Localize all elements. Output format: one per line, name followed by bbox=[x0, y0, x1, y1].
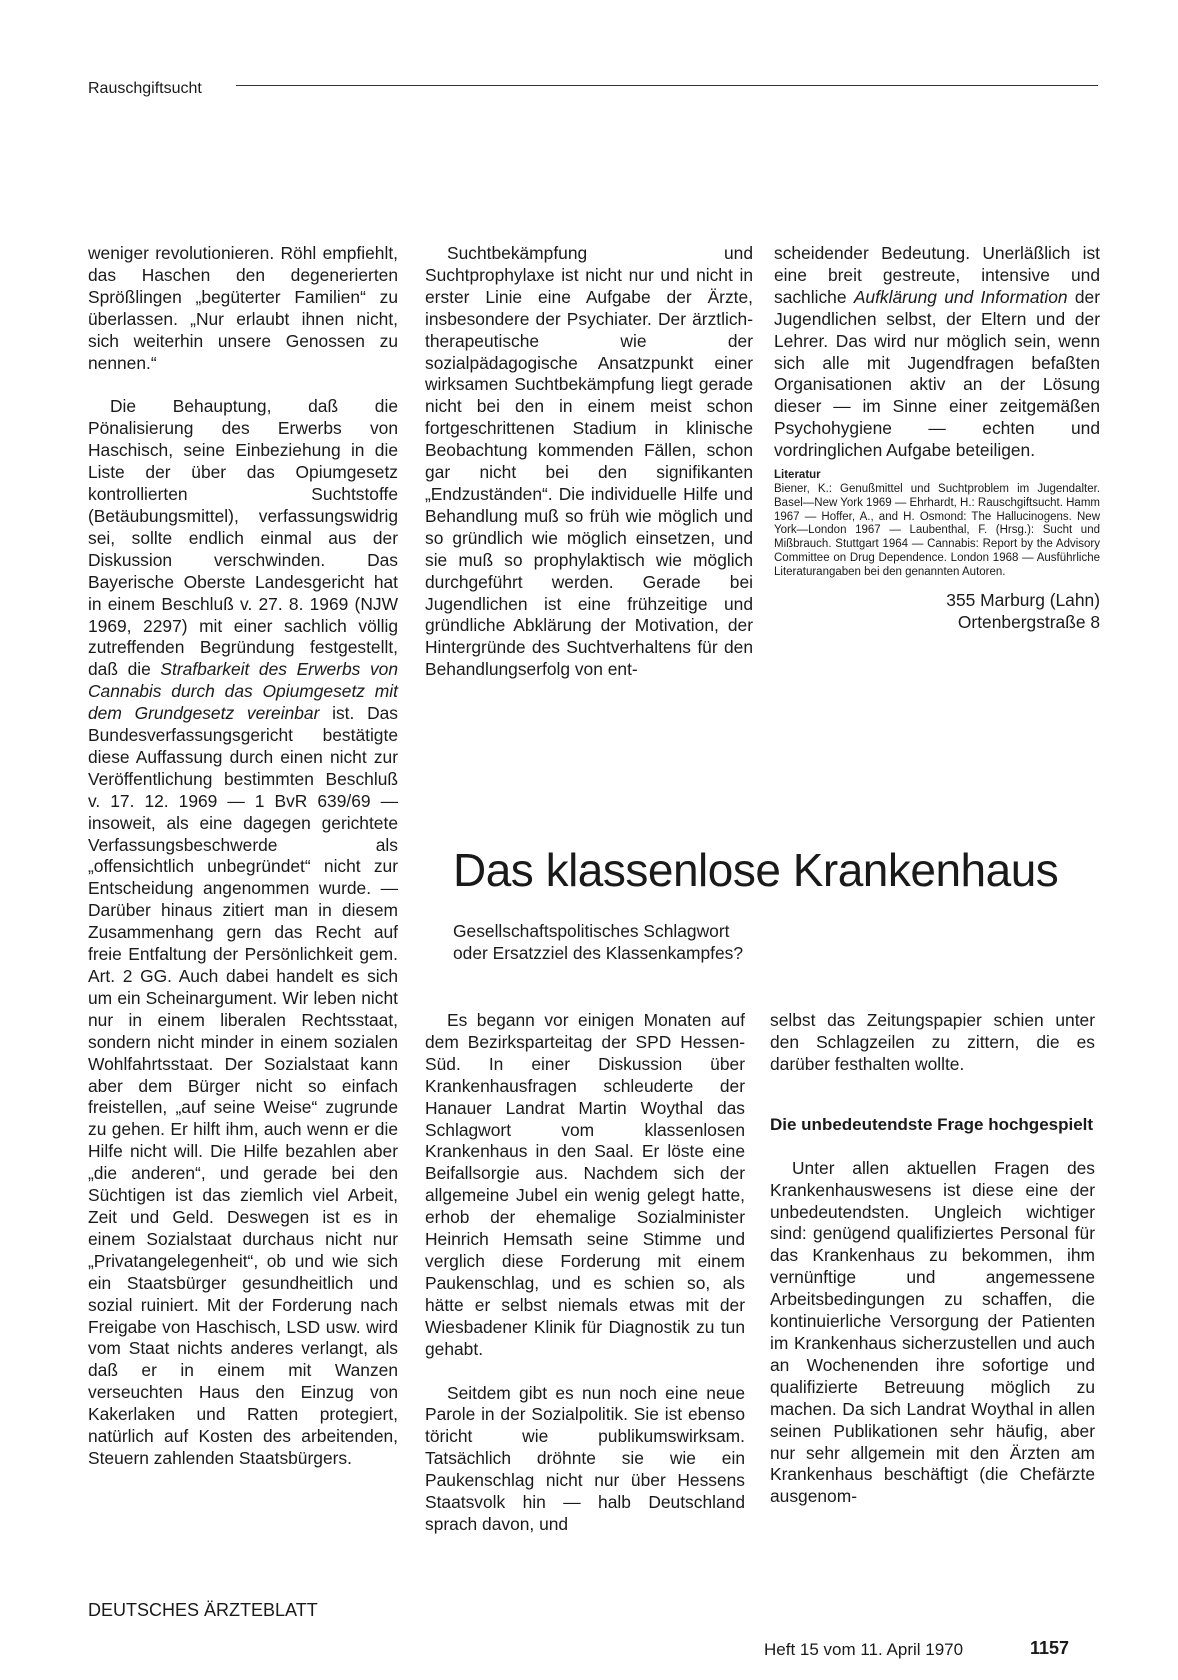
header-rule bbox=[236, 85, 1098, 86]
column-5 bbox=[770, 1010, 1095, 1508]
literature-heading: Literatur bbox=[774, 469, 821, 482]
emphasis: Aufklärung und Information bbox=[853, 286, 1068, 307]
text-run: scheidender Bedeutung. Unerläßlich ist eine breit gestreute, intensive und sachliche bbox=[774, 243, 1100, 307]
paragraph: Seitdem gibt es nun noch eine neue Parole in der Sozialpolitik. Sie ist ebenso töricht wie publikumswirksam. Tatsächlich dröhnte sie wie ein Paukenschlag nicht nur über Hessens Staatsvolk hin — halb Deutschland sprach davon, und bbox=[425, 1382, 745, 1534]
column-4 bbox=[425, 1010, 745, 1536]
subtitle-line: Gesellschaftspolitisches Schlagwort bbox=[453, 921, 730, 941]
text-run: Die Behauptung, daß die Pönalisierung des Erwerbs von Haschisch, seine Einbeziehung in die Liste der über das Opiumgesetz kontrollierten Suchtstoffe (Betäubungsmittel), verfassungswidrig sei, sollte endlich einmal aus der Diskussion verschwinden. Das Bayerische Oberste Landesgericht hat in einem Beschluß v. 27. 8. 1969 (NJW 1969, 2297) mit einer sachlich völlig zutreffenden Begründung festgestellt, daß die bbox=[88, 396, 398, 680]
address-line: Ortenbergstraße 8 bbox=[957, 611, 1100, 632]
paragraph: Es begann vor einigen Monaten auf dem Bezirksparteitag der SPD Hessen-Süd. In einer Diskussion über Krankenhausfragen schleuderte der Hanauer Landrat Martin Woythal das Schlagwort vom klassenlosen Krankenhaus in den Saal. Er löste eine Beifallsorgie aus. Nachdem sich der allgemeine Jubel ein wenig gelegt hatte, erhob der ehemalige Sozialminister Heinrich Hemsath seine Stimme und verglich diese Forderung mit einem Paukenschlag, und es schien so, als hätte er selbst niemals etwas mit der Wiesbadener Klinik für Diagnostik zu tun gehabt. bbox=[425, 1010, 745, 1359]
paragraph: Suchtbekämpfung und Suchtprophylaxe ist nicht nur und nicht in erster Linie eine Aufgabe der Ärzte, insbesondere der Psychiater. Der ärztlich-therapeutische wie der sozialpädagogische Ansatzpunkt einer wirksamen Suchtbekämpfung liegt gerade nicht bei den in einem meist schon fortgeschrittenen Stadium in klinische Beobachtung kommenden Fällen, schon gar nicht bei den signifikanten „Endzuständen“. Die individuelle Hilfe und Behandlung muß so früh wie möglich und so gründlich wie möglich einsetzen, und sie muß so prophylaktisch wie möglich durchgeführt werden. Gerade bei Jugendlichen ist eine frühzeitige und gründliche Abklärung der Motivation, der Hintergründe des Suchtverhaltens für den Behandlungserfolg von ent- bbox=[425, 243, 753, 680]
subtitle-line: oder Ersatzziel des Klassenkampfes? bbox=[453, 943, 743, 963]
address-line: 355 Marburg (Lahn) bbox=[946, 589, 1100, 610]
emphasis: Strafbarkeit des Erwerbs von Cannabis durch das Opiumgesetz mit dem Grundgesetz vereinbar bbox=[88, 659, 398, 724]
paragraph: weniger revolutionieren. Röhl empfiehlt, das Haschen den degenerierten Sprößlingen „begüterter Familien“ zu überlassen. „Nur erlaubt ihnen nicht, sich weiterhin unsere Genossen zu nennen.“ bbox=[88, 243, 398, 373]
section-heading: Die unbedeutendste Frage hochgespielt bbox=[770, 1114, 1094, 1134]
text-run: ist. Das Bundesverfassungsgericht bestätigte diese Auffassung durch einen nicht zur Veröffentlichung bestimmten Beschluß v. 17. 12. 1969 — 1 BvR 639/69 — insoweit, als eine dagegen gerichtete Verfassungsbeschwerde als „offensichtlich unbegründet“ nicht zur Entscheidung angenommen wurde. — Darüber hinaus zitiert man in diesem Zusammenhang gern das Recht auf freie Entfaltung der Persönlichkeit gem. Art. 2 GG. Auch dabei handelt es sich um ein Scheinargument. Wir leben nicht nur in einem liberalen Rechtsstaat, sondern nicht minder in einem sozialen Wohlfahrtsstaat. Der Sozialstaat kann aber dem Bürger nicht so einfach freistellen, „auf seine Weise“ zugrunde zu gehen. Er hilft ihm, auch wenn er die Hilfe nicht will. Die Hilfe bezahlen aber „die anderen“, und gerade bei den Süchtigen ist das ziemlich viel Arbeit, Zeit und Geld. Deswegen ist es in einem Sozialstaat durchaus nicht nur „Privatangelegenheit“, ob und wie sich ein Staatsbürger gesundheitlich und sozial ruiniert. Mit der Forderung nach Freigabe von Haschisch, LSD usw. wird vom Staat nichts anderes verlangt, als daß er in einem mit Wanzen verseuchten Haus den Einzug von Kakerlaken und Ratten protegiert, natürlich auf Kosten des arbeitenden, Steuern zahlenden Staatsbürgers. bbox=[88, 703, 398, 1468]
paragraph bbox=[774, 243, 1100, 462]
paragraph: selbst das Zeitungspapier schien unter den Schlagzeilen zu zittern, die es darüber festhalten wollte. bbox=[770, 1010, 1095, 1074]
paragraph: Unter allen aktuellen Fragen des Krankenhauswesens ist diese eine der unbedeutendsten. Ungleich wichtiger sind: genügend qualifiziertes Personal für das Krankenhaus zu bekommen, ihm vernünftige und angemessene Arbeitsbedingungen zu schaffen, die kontinuierliche Versorgung der Patienten im Krankenhaus sicherzustellen und auch an Wochenenden ihre sofortige und qualifizierte Betreuung möglich zu machen. Da sich Landrat Woythal in allen seinen Publikationen sehr häufig, aber nur sehr allgemein mit den Ärzten am Krankenhaus beschäftigt (die Chefärzte ausgenom- bbox=[770, 1157, 1095, 1507]
page-number: 1157 bbox=[1030, 1638, 1070, 1658]
author-address bbox=[774, 590, 1100, 634]
article-subtitle bbox=[453, 920, 743, 964]
journal-name: DEUTSCHES ÄRZTEBLATT bbox=[88, 1600, 318, 1620]
column-1 bbox=[88, 243, 398, 1470]
paragraph bbox=[88, 396, 398, 1469]
article-title: Das klassenlose Krankenhaus bbox=[453, 844, 1059, 896]
literature-list: Biener, K.: Genußmittel und Suchtproblem im Jugendalter. Basel—New York 1969 — Ehrhardt, H.: Rauschgiftsucht. Hamm 1967 — Hoffer, A., and H. Osmond: The Hallucinogens. New York—London 1967 — Laubenthal, F. (Hrsg.): Sucht und Mißbrauch. Stuttgart 1964 — Cannabis: Report by the Advisory Committee on Drug Dependence. London 1968 — Ausführliche Literaturangaben bei den genannten Autoren. bbox=[774, 483, 1100, 578]
column-3 bbox=[774, 243, 1100, 633]
text-run: der Jugendlichen selbst, der Eltern und der Lehrer. Das wird nur möglich sein, wenn sich alle mit Jugendfragen befaßten Organisationen aktiv an der Lösung dieser — im Sinne einer zeitgemäßen Psychohygiene — echten und vordringlichen Aufgabe beteiligen. bbox=[774, 286, 1100, 461]
running-header: Rauschgiftsucht bbox=[88, 80, 202, 97]
issue-info: Heft 15 vom 11. April 1970 bbox=[764, 1640, 964, 1659]
column-2 bbox=[425, 243, 753, 681]
